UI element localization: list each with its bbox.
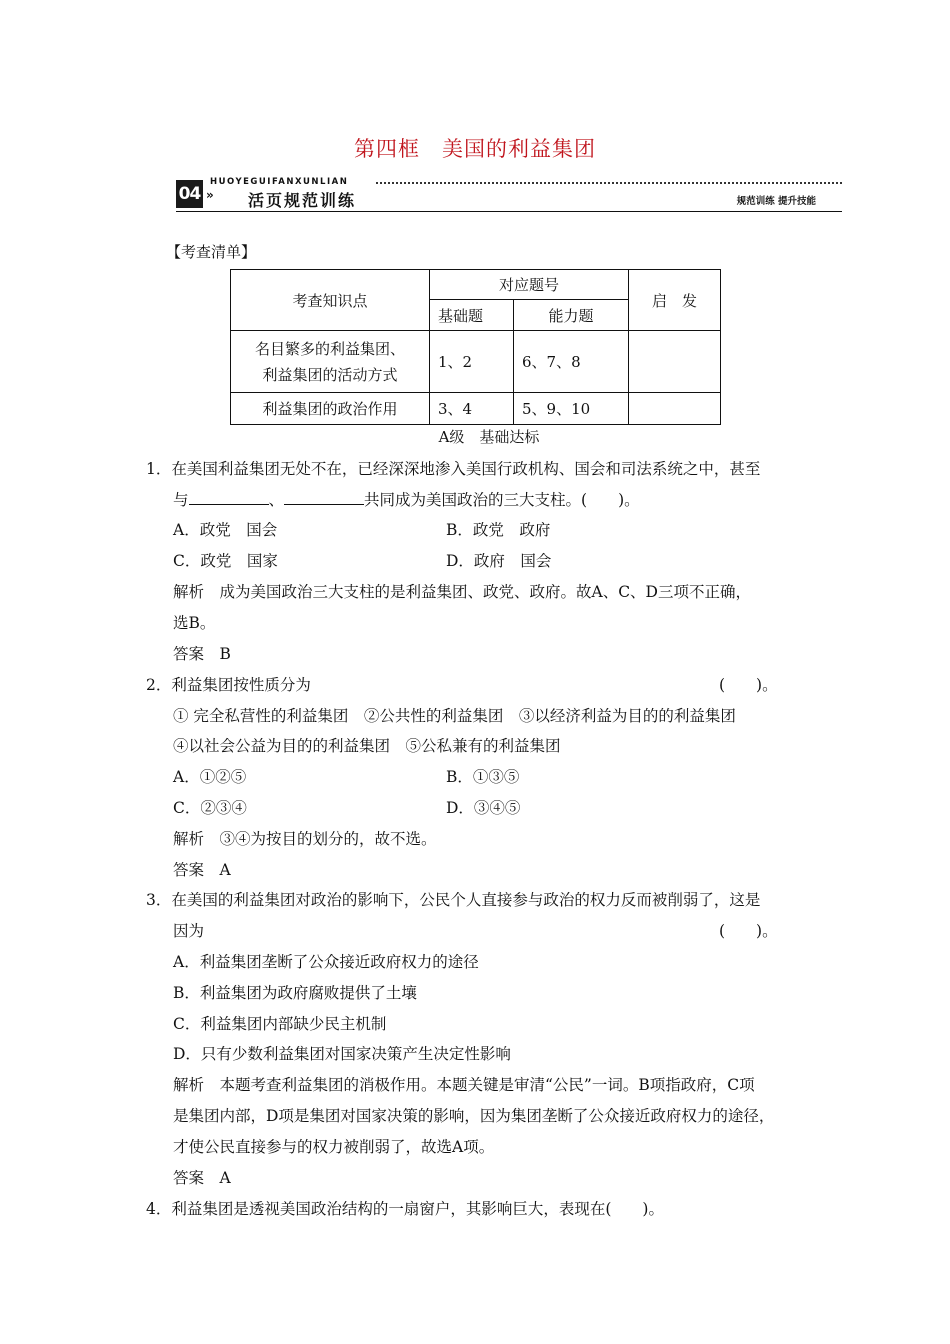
q3-stem: 3．在美国的利益集团对政治的影响下，公民个人直接参与政治的权力反而被削弱了，这是 [146,891,761,909]
q1-option-c: C．政党 国家 [173,552,278,570]
q2-stem: 2．利益集团按性质分为 [146,676,311,694]
checklist-table [230,269,721,425]
q1-option-b: B．政党 政府 [446,521,551,539]
table-row [231,393,721,425]
banner-rule [176,211,842,212]
q3-option-b: B．利益集团为政府腐败提供了土壤 [173,984,417,1002]
double-chevron-icon: » [206,188,214,202]
q3-answer: 答案 A [173,1169,231,1187]
q2-option-c: C．②③④ [173,799,247,817]
header-basic: 基础题 [430,300,514,331]
q3-analysis-cont: 是集团内部，D项是集团对国家决策的影响，因为集团垄断了公众接近政府权力的途径， [173,1107,775,1125]
banner-pinyin: HUOYEGUIFANXUNLIAN [210,177,349,187]
q2-paren: ( )。 [719,676,778,694]
cell-inspire [629,331,721,393]
q2-items: ① 完全私营性的利益集团 ②公共性的利益集团 ③以经济利益为目的的利益集团 [173,707,736,725]
q2-option-a: A．①②⑤ [173,768,247,786]
q3-analysis-cont: 才使公民直接参与的权力被削弱了，故选A项。 [173,1138,495,1156]
banner-title: 活页规范训练 [248,191,357,210]
q2-option-d: D．③④⑤ [446,799,521,817]
q1-analysis: 解析 成为美国政治三大支柱的是利益集团、政党、政府。故A、C、D三项不正确， [173,583,751,601]
q2-answer: 答案 A [173,861,231,879]
q1-analysis-cont: 选B。 [173,614,216,632]
q2-option-b: B．①③⑤ [446,768,520,786]
q1-option-a: A．政党 国会 [173,521,278,539]
cell-inspire [629,393,721,425]
answer-blank [284,490,364,505]
cell-basic: 1、2 [430,331,514,393]
cell-ability: 5、9、10 [514,393,629,425]
q1-stem: 1．在美国利益集团无处不在，已经深深地渗入美国行政机构、国会和司法系统之中，甚至 [146,460,761,478]
q3-option-d: D．只有少数利益集团对国家决策产生决定性影响 [173,1045,511,1063]
banner-slogan: 规范训练 提升技能 [736,196,816,207]
q1-option-d: D．政府 国会 [446,552,552,570]
q3-option-a: A．利益集团垄断了公众接近政府权力的途径 [173,953,479,971]
q3-stem-cont: 因为 [173,922,205,940]
header-inspire: 启 发 [629,270,721,331]
cell-knowledge: 名目繁多的利益集团、 利益集团的活动方式 [231,331,430,393]
header-ability: 能力题 [514,300,629,331]
dotted-divider [376,182,842,184]
header-knowledge: 考查知识点 [231,270,430,331]
cell-knowledge: 利益集团的政治作用 [231,393,430,425]
q2-items-cont: ④以社会公益为目的的利益集团 ⑤公私兼有的利益集团 [173,737,561,755]
q3-analysis: 解析 本题考查利益集团的消极作用。本题关键是审清“公民”一词。B项指政府，C项 [173,1076,755,1094]
q1-answer: 答案 B [173,645,231,663]
q4-stem: 4．利益集团是透视美国政治结构的一扇窗户，其影响巨大，表现在( )。 [146,1200,664,1218]
cell-basic: 3、4 [430,393,514,425]
q3-paren: ( )。 [719,922,778,940]
level-caption: A级 基础达标 [438,428,540,446]
header-questions: 对应题号 [430,270,629,300]
section-label: 【考查清单】 [166,243,257,261]
q2-analysis: 解析 ③④为按目的划分的，故不选。 [173,830,437,848]
page-title: 第四框 美国的利益集团 [354,137,596,161]
table-row [231,331,721,393]
banner-number: 04 [176,180,203,208]
section-banner [176,176,842,212]
answer-blank [189,490,269,505]
cell-ability: 6、7、8 [514,331,629,393]
q1-stem-cont: 与 、 共同成为美国政治的三大支柱。( )。 [173,491,640,509]
q3-option-c: C．利益集团内部缺少民主机制 [173,1015,387,1033]
